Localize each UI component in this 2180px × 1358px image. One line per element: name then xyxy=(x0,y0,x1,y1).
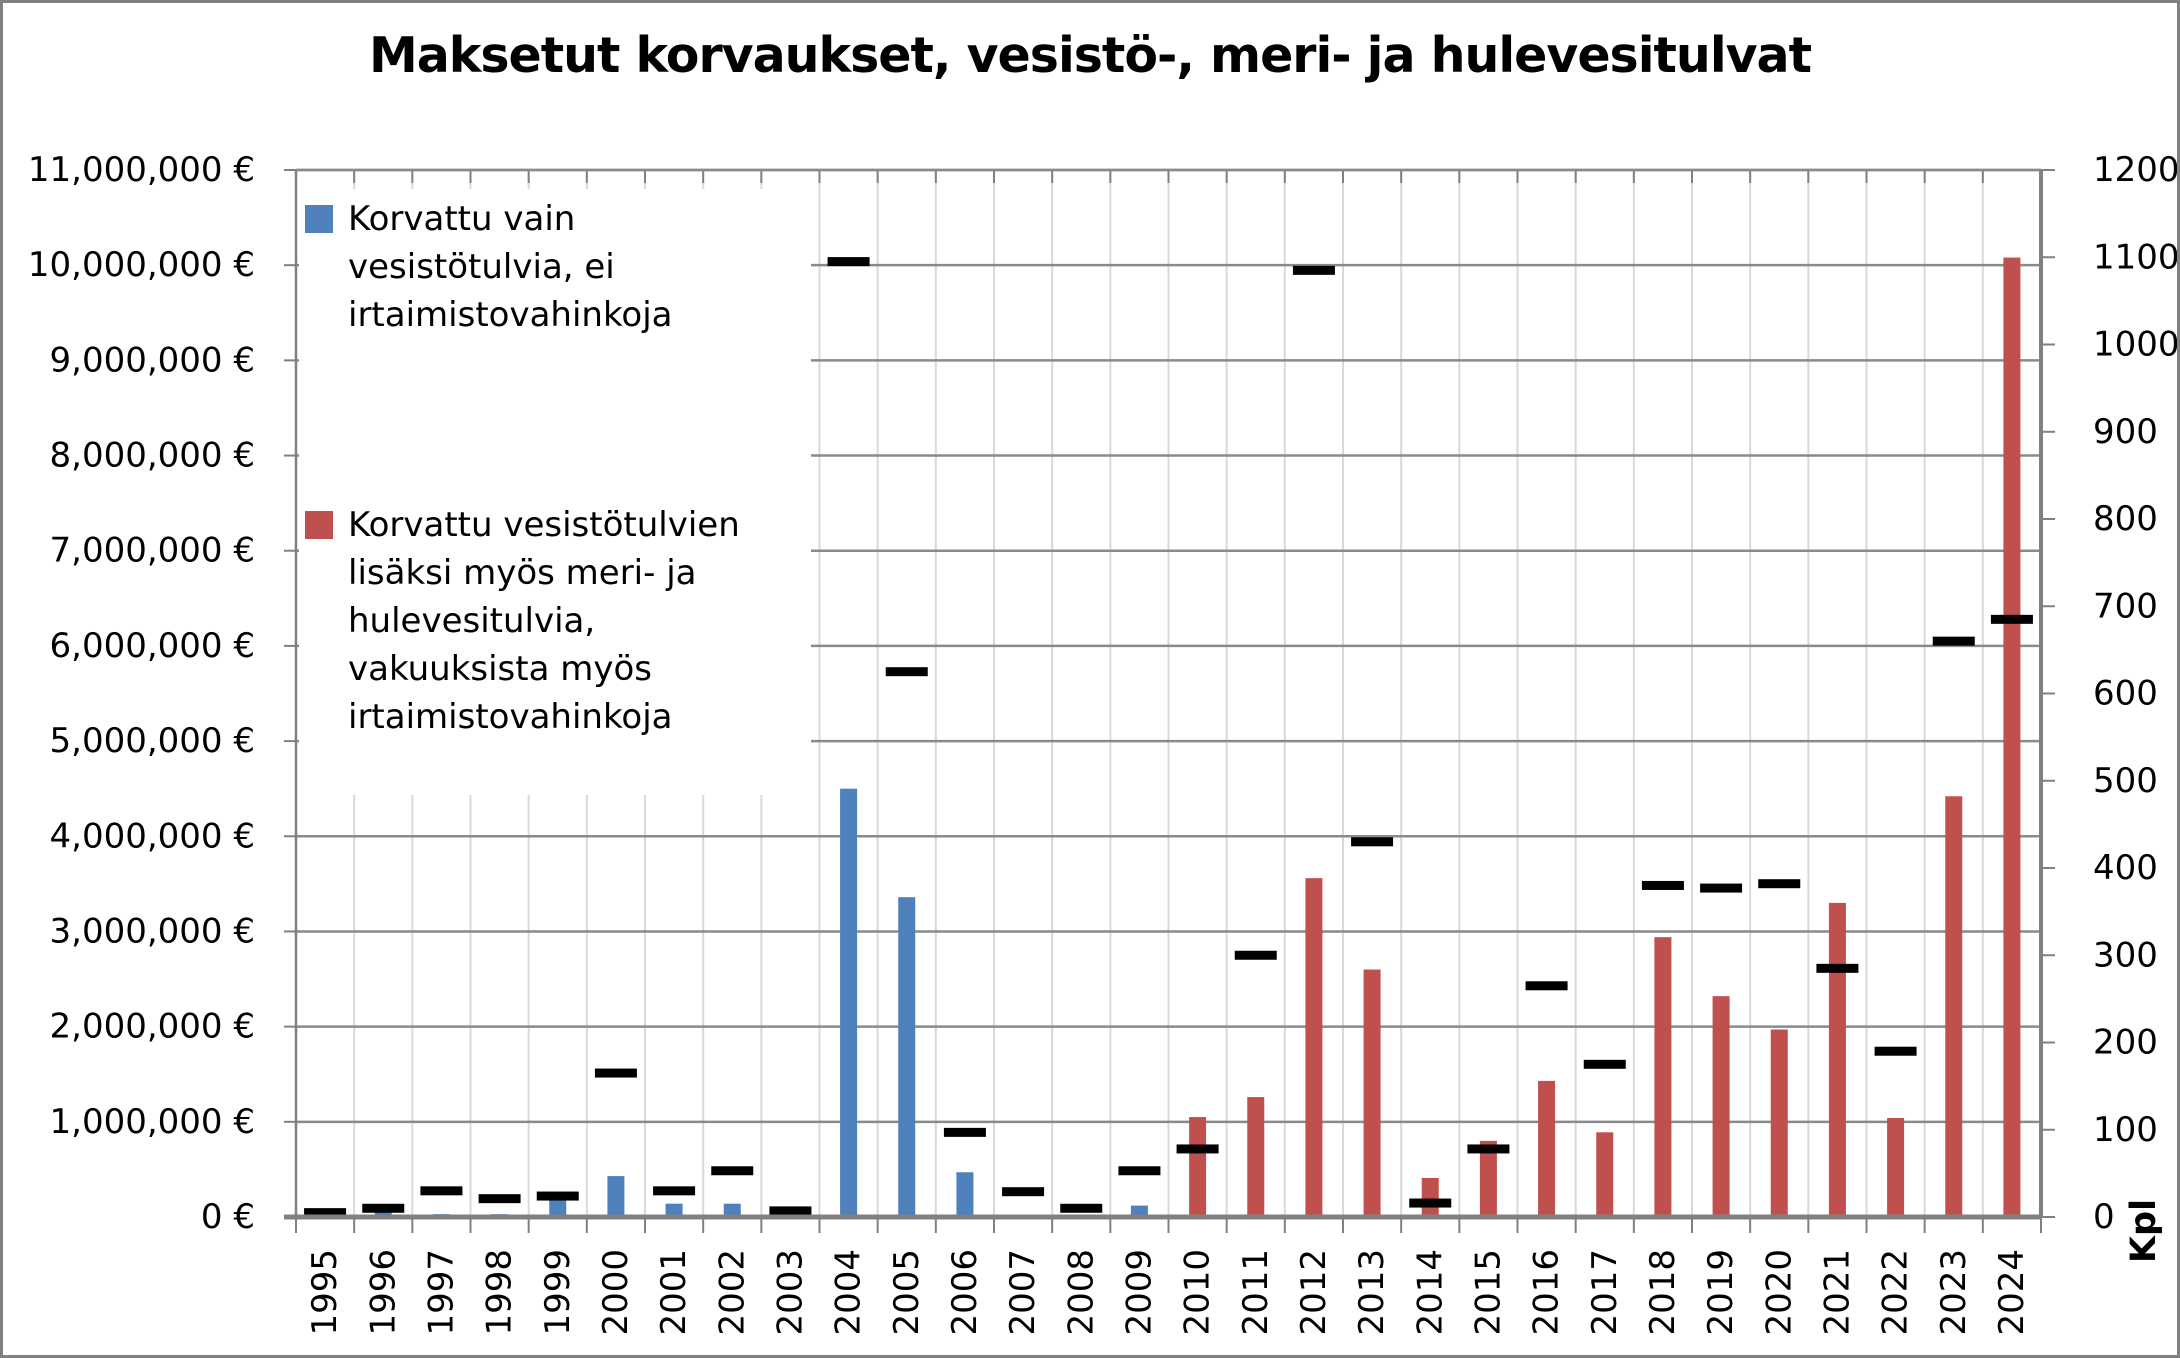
kpl-marker-2022 xyxy=(1875,1047,1917,1056)
y-axis-left-label: 3,000,000 € xyxy=(49,911,255,952)
bar-blue-2004 xyxy=(840,789,857,1217)
kpl-marker-1999 xyxy=(537,1192,579,1201)
y-axis-left-label: 8,000,000 € xyxy=(49,435,255,476)
x-axis-label-2018: 2018 xyxy=(1642,1249,1683,1336)
x-axis-label-2016: 2016 xyxy=(1526,1249,1567,1336)
x-axis-label-2005: 2005 xyxy=(886,1249,927,1336)
legend-line: vakuuksista myös xyxy=(348,649,652,689)
bar-red-2014 xyxy=(1422,1178,1439,1217)
legend-line: hulevesitulvia, xyxy=(348,601,596,641)
bar-blue-2000 xyxy=(607,1176,624,1217)
y-axis-right-label: 300 xyxy=(2093,935,2158,976)
x-axis-label-2022: 2022 xyxy=(1875,1249,1916,1336)
y-axis-left-label: 6,000,000 € xyxy=(49,625,255,666)
kpl-marker-2024 xyxy=(1991,615,2033,624)
kpl-marker-2018 xyxy=(1642,881,1684,890)
kpl-marker-2012 xyxy=(1293,266,1335,275)
legend-line: lisäksi myös meri- ja xyxy=(348,553,697,593)
legend-line: vesistötulvia, ei xyxy=(348,247,615,287)
x-axis-label-2002: 2002 xyxy=(712,1249,753,1336)
legend-swatch-blue-icon xyxy=(305,205,333,233)
kpl-marker-2016 xyxy=(1526,981,1568,990)
y-axis-left-label: 4,000,000 € xyxy=(49,816,255,857)
legend-label-blue xyxy=(348,195,673,339)
bar-blue-2005 xyxy=(898,897,915,1217)
x-axis-label-2023: 2023 xyxy=(1933,1249,1974,1336)
bar-red-2018 xyxy=(1654,937,1671,1217)
x-axis-label-2015: 2015 xyxy=(1468,1249,1509,1336)
x-axis-label-2017: 2017 xyxy=(1584,1249,1625,1336)
x-axis-label-2006: 2006 xyxy=(944,1249,985,1336)
bar-red-2013 xyxy=(1364,970,1381,1217)
x-axis-label-1996: 1996 xyxy=(363,1249,404,1336)
legend-line: Korvattu vain xyxy=(348,199,576,239)
y-axis-right-label: 200 xyxy=(2093,1022,2158,1063)
kpl-marker-2006 xyxy=(944,1128,986,1137)
kpl-marker-2020 xyxy=(1758,879,1800,888)
x-axis-label-2009: 2009 xyxy=(1119,1249,1160,1336)
x-axis-label-1999: 1999 xyxy=(537,1249,578,1336)
bar-red-2012 xyxy=(1305,878,1322,1217)
x-axis-label-2011: 2011 xyxy=(1235,1249,1276,1336)
y-axis-right-label: 900 xyxy=(2093,411,2158,452)
kpl-marker-2011 xyxy=(1235,951,1277,960)
y-axis-right-label: 800 xyxy=(2093,499,2158,539)
x-axis-label-2000: 2000 xyxy=(595,1249,636,1336)
x-axis-label-2021: 2021 xyxy=(1817,1249,1858,1336)
y-axis-left-label: 10,000,000 € xyxy=(27,245,255,286)
y-axis-right-label: 500 xyxy=(2093,760,2158,801)
kpl-marker-2005 xyxy=(886,667,928,676)
kpl-marker-2008 xyxy=(1060,1204,1102,1213)
kpl-marker-2023 xyxy=(1933,637,1975,646)
bar-blue-2006 xyxy=(956,1172,973,1217)
x-axis-label-2024: 2024 xyxy=(1991,1249,2032,1336)
x-axis-label-2014: 2014 xyxy=(1410,1249,1451,1336)
x-axis-label-2013: 2013 xyxy=(1352,1249,1393,1336)
y-axis-right-label: 700 xyxy=(2093,586,2158,627)
y-axis-right-label: 1200 xyxy=(2093,150,2180,190)
y-axis-left-label: 5,000,000 € xyxy=(49,721,255,762)
bar-red-2019 xyxy=(1713,996,1730,1217)
x-axis-label-2004: 2004 xyxy=(828,1249,869,1336)
bar-red-2016 xyxy=(1538,1081,1555,1217)
kpl-marker-2007 xyxy=(1002,1187,1044,1196)
kpl-marker-2017 xyxy=(1584,1060,1626,1069)
y-axis-left-label: 1,000,000 € xyxy=(49,1101,255,1142)
kpl-marker-1996 xyxy=(362,1204,404,1213)
kpl-marker-2002 xyxy=(711,1166,753,1175)
bar-red-2021 xyxy=(1829,903,1846,1217)
x-axis-label-2008: 2008 xyxy=(1061,1249,1102,1336)
kpl-marker-2019 xyxy=(1700,884,1742,893)
kpl-marker-2001 xyxy=(653,1186,695,1195)
y-axis-right-label: 400 xyxy=(2093,848,2158,888)
legend-line: irtaimistovahinkoja xyxy=(348,697,673,737)
bar-red-2020 xyxy=(1771,1029,1788,1217)
kpl-marker-2015 xyxy=(1467,1144,1509,1153)
bar-red-2011 xyxy=(1247,1097,1264,1217)
y-axis-right-label: 600 xyxy=(2093,673,2158,714)
kpl-marker-2000 xyxy=(595,1069,637,1078)
y-axis-left-label: 11,000,000 € xyxy=(27,150,255,190)
x-axis-label-2012: 2012 xyxy=(1293,1249,1334,1336)
y-axis-right-label: 100 xyxy=(2093,1109,2158,1150)
y-axis-right-label: 1000 xyxy=(2093,324,2180,365)
x-axis-label-2003: 2003 xyxy=(770,1249,811,1336)
legend-line: irtaimistovahinkoja xyxy=(348,295,673,335)
legend-swatch-red-icon xyxy=(305,511,333,539)
x-axis-label-2010: 2010 xyxy=(1177,1249,1218,1336)
y-axis-left-label: 2,000,000 € xyxy=(49,1006,255,1047)
y-axis-left-label: 0 € xyxy=(200,1197,255,1237)
x-axis-label-2001: 2001 xyxy=(654,1249,695,1336)
bar-red-2017 xyxy=(1596,1132,1613,1217)
bar-red-2022 xyxy=(1887,1118,1904,1217)
bar-red-2024 xyxy=(2003,258,2020,1217)
kpl-marker-2014 xyxy=(1409,1199,1451,1208)
chart-legend xyxy=(299,189,811,795)
y-axis-left-label: 9,000,000 € xyxy=(49,340,255,381)
kpl-marker-2013 xyxy=(1351,837,1393,846)
kpl-marker-1997 xyxy=(420,1186,462,1195)
bar-red-2010 xyxy=(1189,1117,1206,1217)
legend-entry-blue xyxy=(305,195,673,339)
kpl-marker-2003 xyxy=(769,1206,811,1215)
x-axis-label-1995: 1995 xyxy=(305,1249,346,1336)
chart-title: Maksetut korvaukset, vesistö-, meri- ja hulevesitulvat xyxy=(368,27,1812,84)
x-axis-label-1997: 1997 xyxy=(421,1249,462,1336)
kpl-marker-2009 xyxy=(1118,1166,1160,1175)
kpl-marker-1998 xyxy=(479,1194,521,1203)
y-axis-right-label: 0 xyxy=(2093,1197,2115,1237)
legend-label-red xyxy=(348,501,740,741)
legend-entry-red xyxy=(305,501,740,741)
x-axis-label-2019: 2019 xyxy=(1701,1249,1742,1336)
legend-line: Korvattu vesistötulvien xyxy=(348,505,740,545)
x-axis-label-2020: 2020 xyxy=(1759,1249,1800,1336)
x-axis-label-2007: 2007 xyxy=(1003,1249,1044,1336)
x-axis-label-1998: 1998 xyxy=(479,1249,520,1336)
kpl-marker-2004 xyxy=(828,257,870,266)
kpl-marker-2021 xyxy=(1816,964,1858,973)
kpl-marker-2010 xyxy=(1177,1144,1219,1153)
right-axis-title: Kpl xyxy=(2124,1198,2164,1264)
y-axis-left-label: 7,000,000 € xyxy=(49,530,255,571)
bar-red-2023 xyxy=(1945,796,1962,1217)
y-axis-right-label: 1100 xyxy=(2093,237,2180,278)
